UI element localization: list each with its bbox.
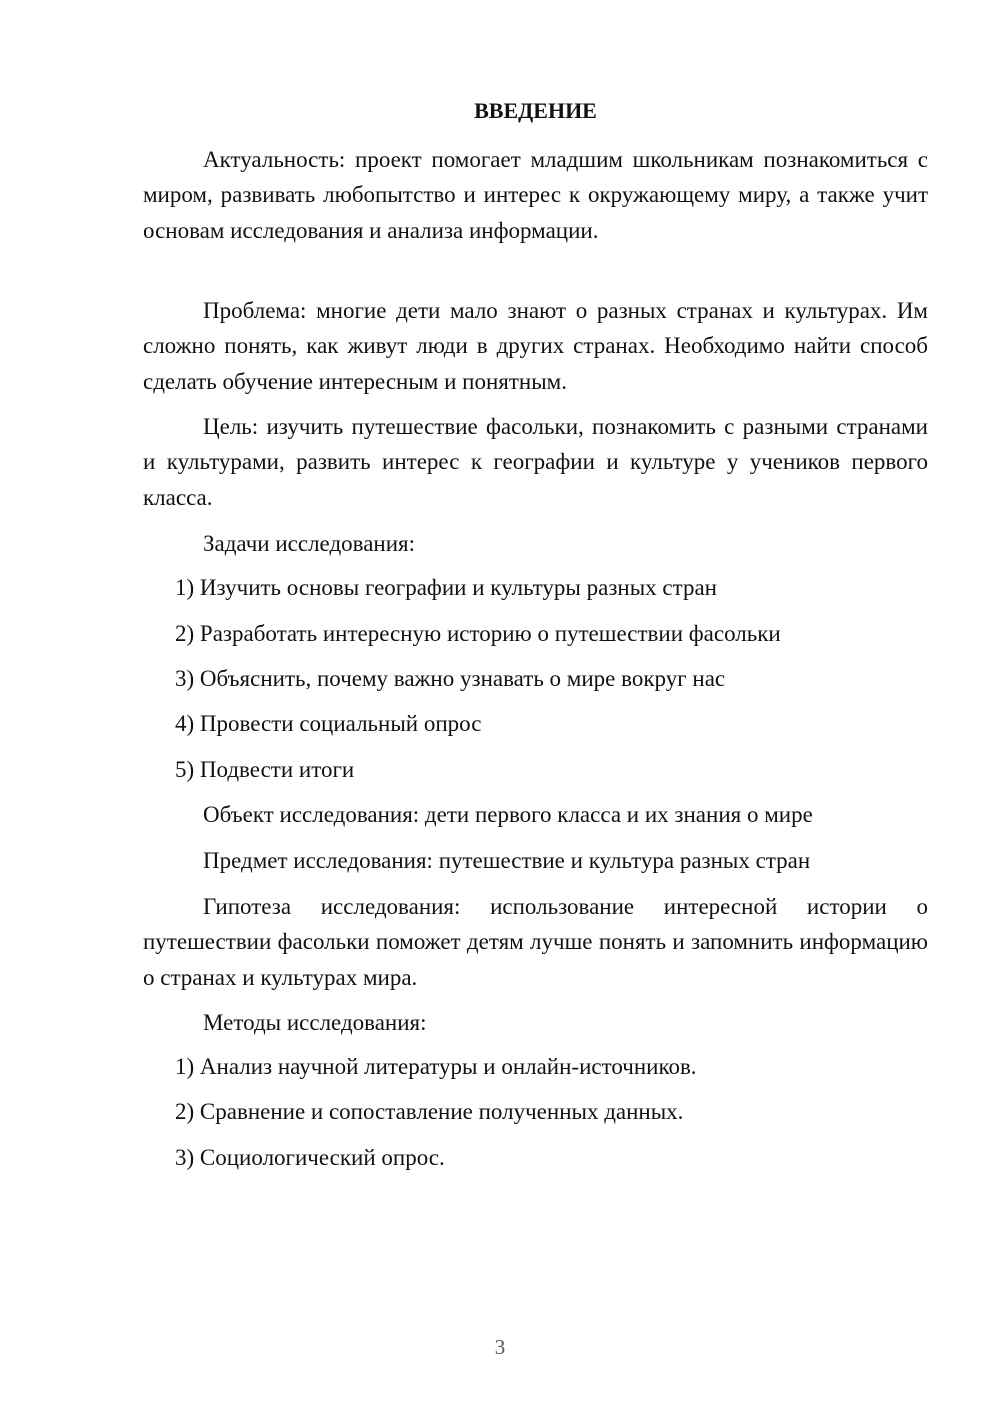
method-item: 1) Анализ научной литературы и онлайн-источников. [175, 1054, 697, 1079]
task-item: 2) Разработать интересную историю о путешествии фасольки [175, 621, 781, 646]
page-title: ВВЕДЕНИЕ [474, 98, 597, 123]
method-item: 3) Социологический опрос. [175, 1145, 445, 1170]
task-item: 1) Изучить основы географии и культуры разных стран [175, 575, 717, 600]
subject-line: Предмет исследования: путешествие и культура разных стран [203, 848, 811, 873]
task-item: 3) Объяснить, почему важно узнавать о мире вокруг нас [175, 666, 726, 691]
task-item: 4) Провести социальный опрос [175, 711, 482, 736]
tasks-heading: Задачи исследования: [203, 531, 416, 556]
task-item: 5) Подвести итоги [175, 757, 355, 782]
relevance-paragraph: Актуальность: проект помогает младшим школьникам познакомиться с миром, развивать любопытство и интерес к окружающему миру, а также учит основам исследования и анализа информации. [143, 147, 928, 243]
hypothesis-paragraph: Гипотеза исследования: использование интересной истории о путешествии фасольки поможет детям лучше понять и запомнить информацию о странах и культурах мира. [143, 894, 928, 990]
methods-heading: Методы исследования: [203, 1010, 427, 1035]
page-number: 3 [494, 1335, 506, 1359]
goal-paragraph: Цель: изучить путешествие фасольки, познакомить с разными странами и культурами, развить интерес к географии и культуре у учеников первого класса. [143, 414, 928, 510]
problem-paragraph: Проблема: многие дети мало знают о разных странах и культурах. Им сложно понять, как живут люди в других странах. Необходимо найти способ сделать обучение интересным и понятным. [143, 298, 928, 394]
object-line: Объект исследования: дети первого класса и их знания о мире [203, 802, 813, 827]
method-item: 2) Сравнение и сопоставление полученных данных. [175, 1099, 684, 1124]
